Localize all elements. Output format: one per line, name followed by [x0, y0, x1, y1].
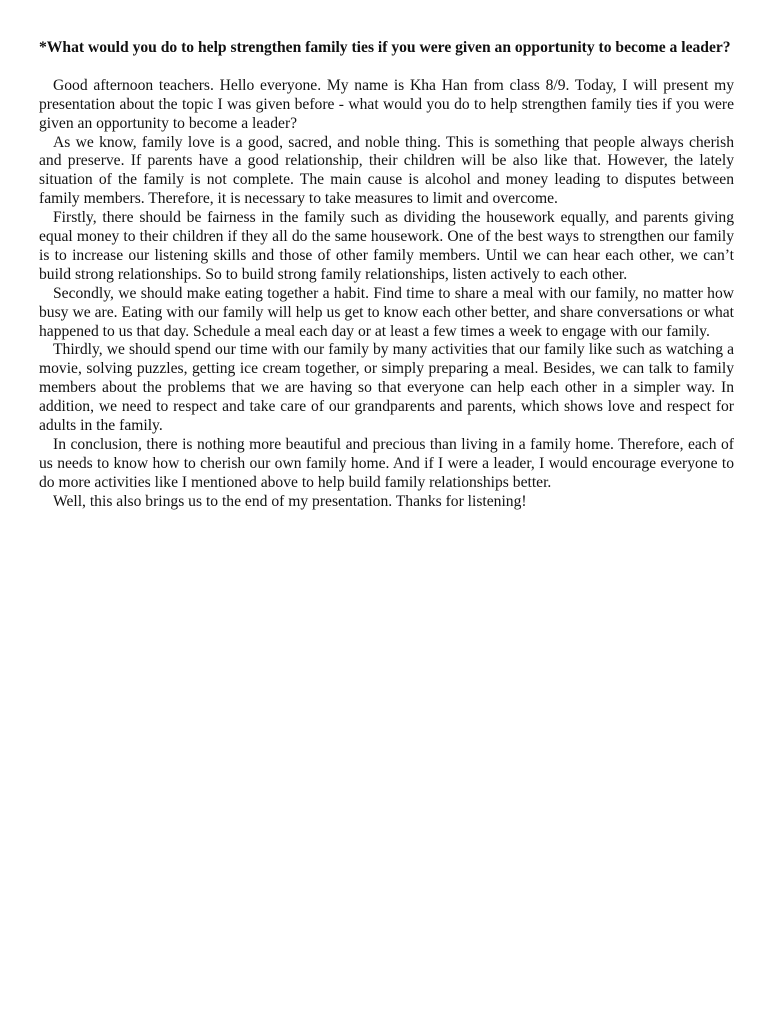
paragraph-thirdly: Thirdly, we should spend our time with our family by many activities that our family like such as watching a movie, solving puzzles, getting ice cream together, or simply preparing a meal. Besides, we can talk to family members about the problems that we are having so that everyone can help each other in a simpler way. In addition, we need to respect and take care of our grandparents and parents, which shows love and respect for adults in the family. — [39, 341, 734, 435]
paragraph-family-love: As we know, family love is a good, sacred, and noble thing. This is something that people always cherish and preserve. If parents have a good relationship, their children will be also like that. However, the lately situation of the family is not complete. The main cause is alcohol and money leading to disputes between family members. Therefore, it is necessary to take measures to limit and overcome. — [39, 133, 734, 208]
document-page — [39, 39, 734, 512]
paragraph-conclusion: In conclusion, there is nothing more beautiful and precious than living in a family home. Therefore, each of us needs to know how to cherish our own family home. And if I were a leader, I would encourage everyone to do more activities like I mentioned above to help build family relationships better. — [39, 436, 734, 491]
paragraph-introduction: Good afternoon teachers. Hello everyone. My name is Kha Han from class 8/9. Today, I will present my presentation about the topic I was given before - what would you do to help strengthen family ties if you were given an opportunity to become a leader? — [39, 76, 734, 132]
paragraph-closing: Well, this also brings us to the end of my presentation. Thanks for listening! — [53, 492, 527, 510]
document-title: *What would you do to help strengthen family ties if you were given an opportunity to become a leader? — [39, 39, 731, 56]
paragraph-secondly: Secondly, we should make eating together a habit. Find time to share a meal with our family, no matter how busy we are. Eating with our family will help us get to know each other better, and share conversations or what happened to us that day. Schedule a meal each day or at least a few times a week to engage with our family. — [39, 284, 734, 340]
paragraph-firstly: Firstly, there should be fairness in the family such as dividing the housework equally, and parents giving equal money to their children if they all do the same housework. One of the best ways to strengthen our family is to increase our listening skills and those of other family members. Until we can hear each other, we can’t build strong relationships. So to build strong family relationships, listen actively to each other. — [39, 209, 734, 283]
